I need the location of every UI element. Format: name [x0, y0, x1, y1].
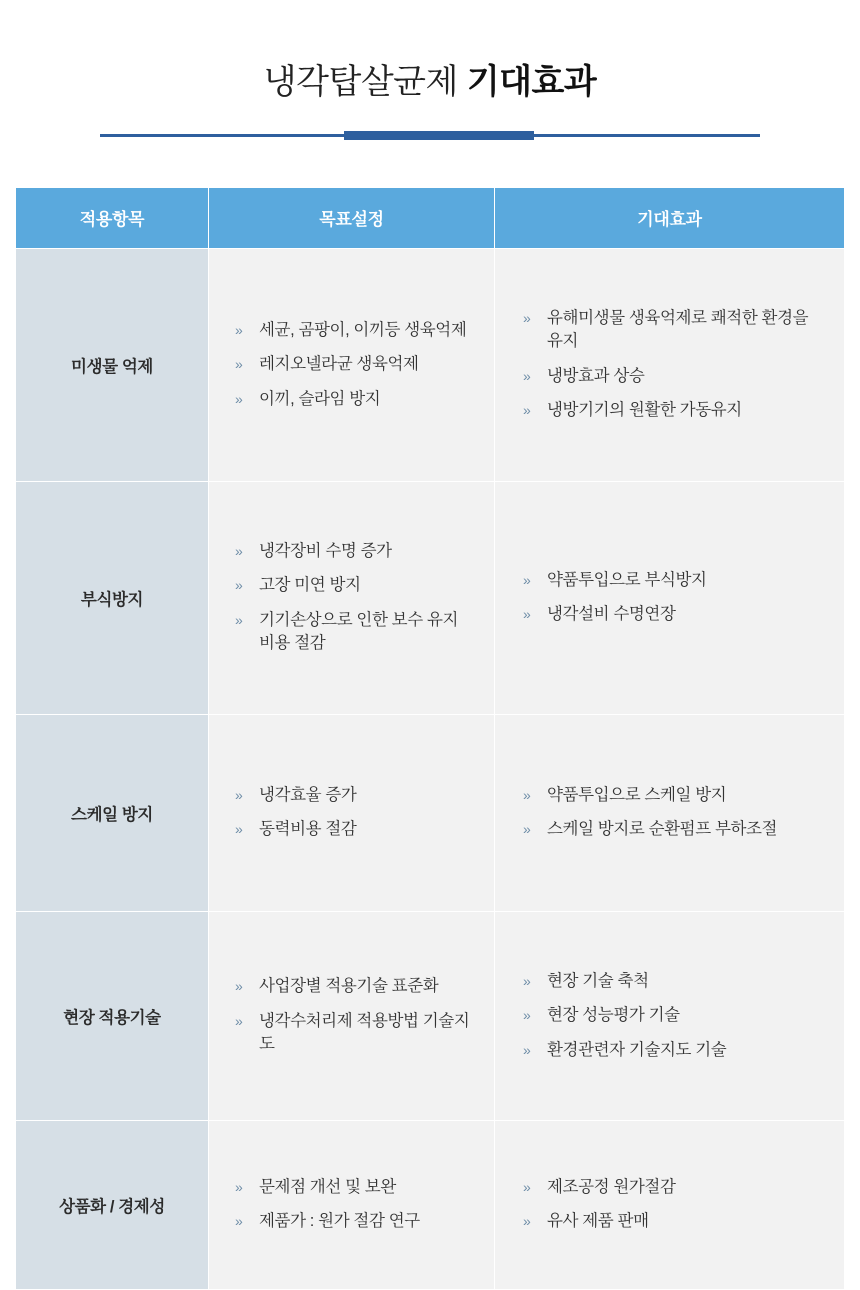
goal-list: [235, 1176, 472, 1234]
list-item-text: 현장 성능평가 기술: [547, 1006, 680, 1025]
table-row: [16, 481, 845, 714]
bullet-icon: »: [235, 321, 243, 338]
page-title: [0, 0, 860, 103]
bullet-icon: »: [235, 356, 243, 373]
bullet-icon: »: [235, 1213, 243, 1230]
bullet-icon: »: [523, 309, 531, 326]
list-item-text: 냉방효과 상승: [547, 366, 645, 385]
bullet-icon: »: [523, 402, 531, 419]
goal-list: [235, 319, 472, 411]
bullet-icon: »: [235, 821, 243, 838]
list-item-text: 냉각효율 증가: [259, 785, 357, 804]
title-divider: [100, 131, 760, 141]
list-item-text: 냉각장비 수명 증가: [259, 541, 392, 560]
list-item-text: 유해미생물 생육억제로 쾌적한 환경을 유지: [547, 308, 809, 351]
table-header-row: [16, 187, 845, 248]
list-item-text: 스케일 방지로 순환펌프 부하조절: [547, 820, 778, 839]
list-item-text: 유사 제품 판매: [547, 1212, 649, 1231]
goal-list: [235, 540, 472, 656]
list-item-text: 환경관련자 기술지도 기술: [547, 1040, 727, 1059]
row-goal-cell: [209, 911, 495, 1120]
list-item: [523, 307, 822, 354]
effect-list: [523, 569, 822, 627]
table-row: [16, 911, 845, 1120]
list-item: [523, 399, 822, 422]
list-item-text: 동력비용 절감: [259, 820, 357, 839]
list-item: [523, 1004, 822, 1027]
list-item: [235, 319, 472, 342]
list-item-text: 제조공정 원가절감: [547, 1177, 676, 1196]
list-item: [523, 1210, 822, 1233]
goal-list: [235, 975, 472, 1056]
bullet-icon: »: [523, 606, 531, 623]
column-header-item: 적용항목: [16, 187, 209, 248]
list-item: [523, 569, 822, 592]
list-item-text: 제품가 : 원가 절감 연구: [259, 1212, 420, 1231]
list-item-text: 세균, 곰팡이, 이끼등 생육억제: [259, 320, 467, 339]
list-item: [235, 540, 472, 563]
bullet-icon: »: [235, 542, 243, 559]
list-item-text: 문제점 개선 및 보완: [259, 1177, 396, 1196]
list-item: [235, 784, 472, 807]
effect-list: [523, 784, 822, 842]
goal-list: [235, 784, 472, 842]
list-item-text: 냉각수처리제 적용방법 기술지도: [259, 1011, 470, 1053]
list-item: [235, 1210, 472, 1233]
list-item: [235, 1010, 472, 1057]
effect-list: [523, 307, 822, 423]
row-goal-cell: [209, 248, 495, 481]
row-goal-cell: [209, 1120, 495, 1289]
list-item: [523, 818, 822, 841]
bullet-icon: »: [523, 367, 531, 384]
list-item-text: 현장 기술 축척: [547, 971, 649, 990]
list-item-text: 고장 미연 방지: [259, 576, 361, 595]
page-title-bold: 기대효과: [466, 63, 597, 101]
list-item: [235, 353, 472, 376]
list-item: [523, 1039, 822, 1062]
list-item-text: 이끼, 슬라임 방지: [259, 389, 381, 408]
bullet-icon: »: [523, 1007, 531, 1024]
row-effect-cell: [495, 481, 845, 714]
bullet-icon: »: [523, 821, 531, 838]
bullet-icon: »: [523, 972, 531, 989]
list-item-text: 레지오넬라균 생육억제: [259, 355, 419, 374]
list-item: [235, 818, 472, 841]
list-item: [523, 365, 822, 388]
list-item: [523, 970, 822, 993]
list-item-text: 기기손상으로 인한 보수 유지비용 절감: [259, 610, 459, 653]
row-item-label: 스케일 방지: [16, 714, 209, 911]
row-item-label: 미생물 억제: [16, 248, 209, 481]
bullet-icon: »: [523, 1041, 531, 1058]
table-row: [16, 248, 845, 481]
bullet-icon: »: [523, 1213, 531, 1230]
divider-accent-block: [344, 131, 534, 140]
bullet-icon: »: [523, 571, 531, 588]
expected-effects-table: [15, 187, 845, 1290]
list-item: [235, 388, 472, 411]
row-item-label: 상품화 / 경제성: [16, 1120, 209, 1289]
page-title-text: [0, 62, 860, 103]
effect-list: [523, 970, 822, 1062]
row-effect-cell: [495, 714, 845, 911]
list-item: [235, 975, 472, 998]
row-item-label: 부식방지: [16, 481, 209, 714]
bullet-icon: »: [523, 786, 531, 803]
bullet-icon: »: [235, 1012, 243, 1029]
list-item-text: 냉방기기의 원활한 가동유지: [547, 401, 742, 420]
page-title-light: 냉각탑살균제: [263, 63, 467, 101]
list-item: [235, 574, 472, 597]
bullet-icon: »: [235, 577, 243, 594]
list-item: [235, 1176, 472, 1199]
list-item-text: 약품투입으로 부식방지: [547, 570, 707, 589]
bullet-icon: »: [523, 1178, 531, 1195]
list-item-text: 약품투입으로 스케일 방지: [547, 785, 727, 804]
bullet-icon: »: [235, 611, 243, 628]
row-effect-cell: [495, 1120, 845, 1289]
table-row: [16, 714, 845, 911]
table-header: [16, 187, 845, 248]
list-item-text: 냉각설비 수명연장: [547, 605, 676, 624]
effect-list: [523, 1176, 822, 1234]
list-item-text: 사업장별 적용기술 표준화: [259, 977, 439, 996]
row-goal-cell: [209, 714, 495, 911]
table-row: [16, 1120, 845, 1289]
bullet-icon: »: [235, 978, 243, 995]
bullet-icon: »: [235, 786, 243, 803]
row-goal-cell: [209, 481, 495, 714]
bullet-icon: »: [235, 390, 243, 407]
list-item: [523, 603, 822, 626]
column-header-effect: 기대효과: [495, 187, 845, 248]
row-item-label: 현장 적용기술: [16, 911, 209, 1120]
bullet-icon: »: [235, 1178, 243, 1195]
list-item: [235, 609, 472, 656]
list-item: [523, 784, 822, 807]
column-header-goal: 목표설정: [209, 187, 495, 248]
row-effect-cell: [495, 248, 845, 481]
row-effect-cell: [495, 911, 845, 1120]
list-item: [523, 1176, 822, 1199]
table-body: [16, 248, 845, 1289]
